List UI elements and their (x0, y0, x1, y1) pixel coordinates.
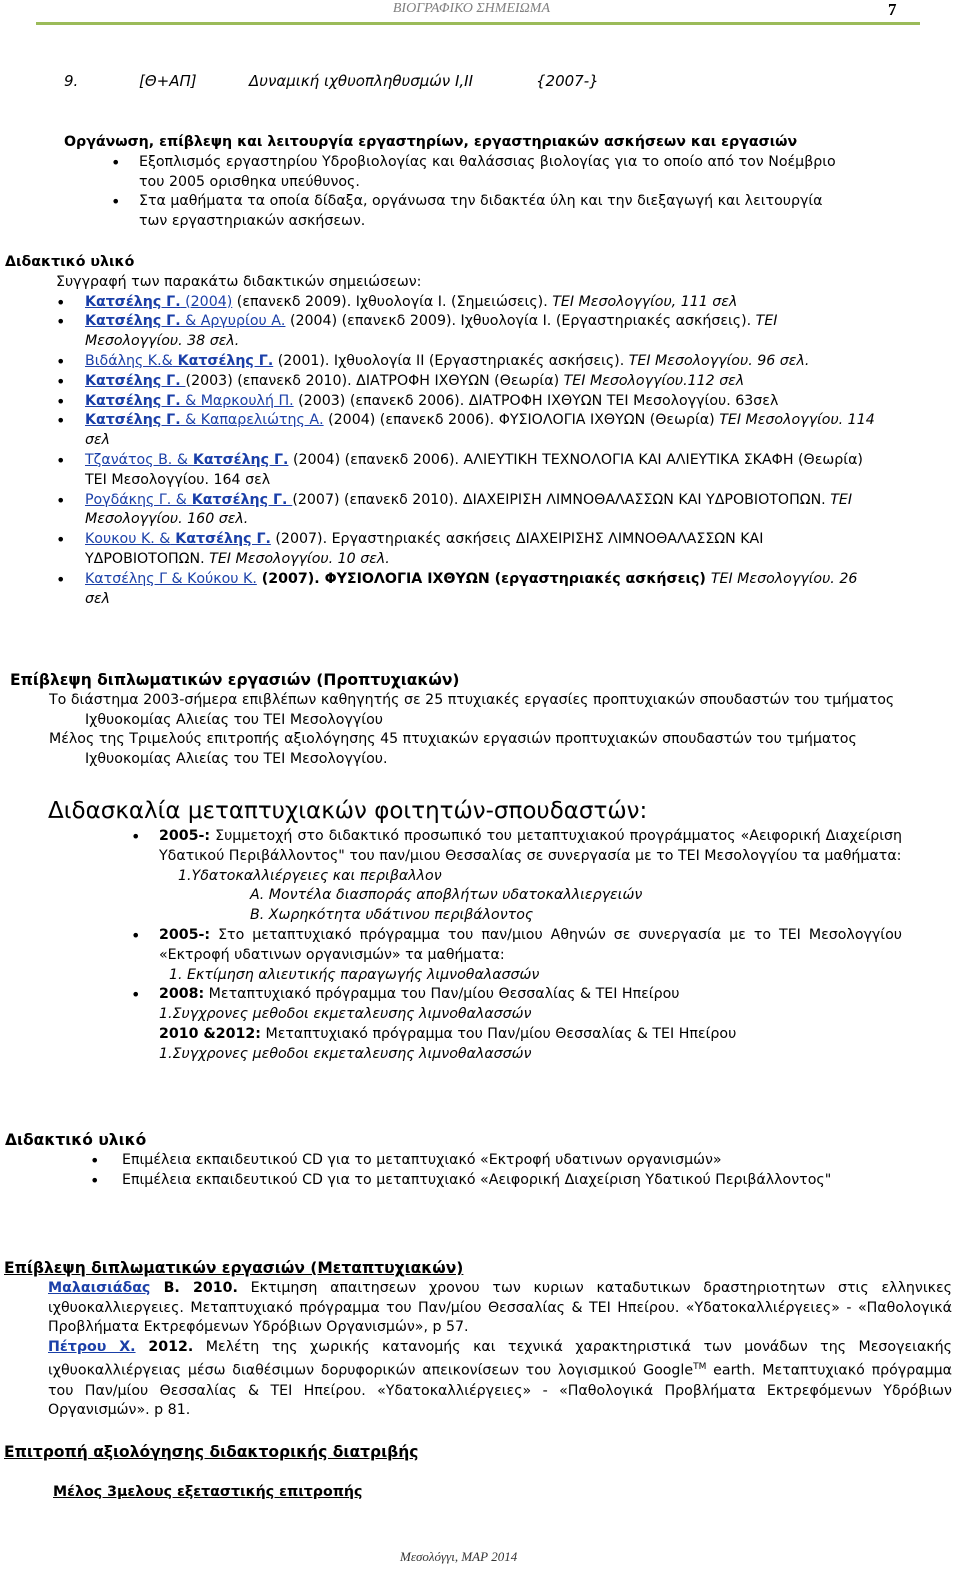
labs-heading: Οργάνωση, επίβλεψη και λειτουργία εργαστηρίων, εργαστηριακών ασκήσεων και εργασιών (64, 134, 798, 150)
author-link[interactable]: & Καπαρελιώτης Α. (180, 412, 324, 429)
author-link[interactable]: (2004) (180, 293, 233, 310)
author-link[interactable]: Κατσέλης Γ. (85, 372, 186, 389)
thesis-entry: Μαλαισιάδας Β. 2010. Εκτιμηση απαιτησεων χρονου των κυριων καταδυτικων δραστηριοτητων στις ελληνικες ιχθυοκαλλιεργειες. Μεταπτυχιακό πρόγραμμα του Παν/μίου Θεσσαλίας & ΤΕΙ Ηπείρου. «Υδατοκαλλιέργειες» - «Παθολογικά Προβλήματα Εκτρεφόμενων Υδρόβιων Οργανισμών», p 57. (48, 1279, 952, 1336)
page-footer: Μεσολόγγι, ΜΑΡ 2014 (400, 1549, 518, 1564)
author-link[interactable]: Πέτρου Χ. (48, 1339, 136, 1356)
author-link[interactable]: Κατσέλης Γ. (85, 412, 181, 429)
postgrad-list (0, 827, 960, 1065)
list-item: • Κουκου Κ. & Κατσέλης Γ. (2007). Εργαστηριακές ασκήσεις ΔΙΑΧΕΙΡΙΣΗΣ ΛΙΜΝΟΘΑΛΑΣΣΩΝ ΚΑΙ ΥΔΡΟΒΙΟΤΟΠΩΝ. ΤΕΙ Μεσολογγίου. 10 σελ. (0, 530, 960, 570)
author-link[interactable]: & Αργυρίου Α. (180, 313, 286, 330)
author-link[interactable]: Μαλαισιάδας (48, 1279, 151, 1296)
author-link[interactable]: Κατσέλης Γ. (170, 531, 271, 548)
list-item: • Επιμέλεια εκπαιδευτικού CD για το μεταπτυχιακό «Αειφορική Διαχείριση Υδατικού Περιβάλλοντος" (0, 1171, 960, 1191)
author-link[interactable]: Κατσέλης Γ & Κούκου Κ. (85, 570, 257, 587)
list-item: • Κατσέλης Γ. (2003) (επανεκδ 2010). ΔΙΑΤΡΟΦΗ ΙΧΘΥΩΝ (Θεωρία) ΤΕΙ Μεσολογγίου.112 σελ (0, 372, 960, 392)
list-item: • 2005-: Συμμετοχή στο διδακτικό προσωπικό του μεταπτυχιακού προγράμματος «Αειφορική Διαχείριση Υδατικού Περιβάλλοντος" του παν/μιου Θεσσαλίας σε συνεργασία με το ΤΕΙ Μεσολογγίου τα μαθήματα: 1.Υδατοκαλλιέργειες και περιβαλλον Α. Μοντέλα διασποράς αποβλήτων υδατοκαλλιεργειών Β. Χωρηκότητα υδάτινου περιβάλοντος (0, 827, 960, 926)
section-heading: Επίβλεψη διπλωματικών εργασιών (Μεταπτυχιακών) (4, 1259, 464, 1277)
course-title: Δυναμική ιχθυοπληθυσμών Ι,ΙΙ (249, 72, 473, 90)
list-item: • Κατσέλης Γ. (2004) (επανεκδ 2009). Ιχθυολογία Ι. (Σημειώσεις). ΤΕΙ Μεσολογγίου, 111 σελ (0, 293, 960, 313)
section-heading: Επίβλεψη διπλωματικών εργασιών (Προπτυχιακών) (10, 671, 460, 689)
paragraph: Μέλος της Τριμελούς επιτροπής αξιολόγησης 45 πτυχιακών εργασιών προπτυχιακών σπουδαστών του τμήματος Ιχθυοκομίας Αλιείας του ΤΕΙ Μεσολογγίου. (49, 731, 857, 768)
section-intro: Συγγραφή των παρακάτω διδακτικών σημειώσεων: (56, 273, 422, 290)
author-link[interactable]: Κατσέλης Γ. (186, 491, 293, 508)
labs-list (0, 153, 960, 232)
author-link[interactable]: Τζανάτος Β. & (85, 451, 188, 468)
header-title: ΒΙΟΓΡΑΦΙΚΟ ΣΗΜΕΙΩΜΑ (392, 1, 550, 16)
author-link[interactable]: & Μαρκουλή Π. (180, 392, 294, 409)
committee-section (0, 1443, 960, 1503)
labs-section (0, 133, 960, 232)
paragraph: Το διάστημα 2003-σήμερα επιβλέπων καθηγητής σε 25 πτυχιακές εργασίες προπτυχιακών σπουδαστών του τμήματος Ιχθυοκομίας Αλιείας του ΤΕΙ Μεσολογγίου (49, 691, 895, 728)
header-rule (36, 22, 920, 25)
course-number: 9. (64, 72, 79, 90)
postgrad-teaching-section (0, 797, 960, 1065)
course-code: [Θ+ΑΠ] (139, 72, 197, 90)
list-item: • 2005-: Στο μεταπτυχιακό πρόγραμμα του παν/μιου Αθηνών σε συνεργασία με το ΤΕΙ Μεσολογγίου «Εκτροφή υδατινων οργανισμών» τα μαθήματα: 1. Εκτίμηση αλιευτικής παραγωγής λιμνοθαλασσών (0, 926, 960, 985)
undergrad-supervision-section (0, 671, 960, 770)
section-heading: Διδακτικό υλικό (5, 254, 135, 270)
list-item: • Κατσέλης Γ. & Αργυρίου Α. (2004) (επανεκδ 2009). Ιχθυολογία Ι. (Εργαστηριακές ασκήσεις). ΤΕΙ Μεσολογγίου. 38 σελ. (0, 312, 960, 352)
list-item: • Τζανάτος Β. & Κατσέλης Γ. (2004) (επανεκδ 2006). ΑΛΙΕΥΤΙΚΗ ΤΕΧΝΟΛΟΓΙΑ ΚΑΙ ΑΛΙΕΥΤΙΚΑ ΣΚΑΦΗ (Θεωρία) ΤΕΙ Μεσολογγίου. 164 σελ (0, 451, 960, 491)
cd-list (0, 1151, 960, 1191)
thesis-entry: Πέτρου Χ. 2012. Μελέτη της χωρικής κατανομής και τεχνικά χαρακτηριστικά των μονάδων της Μεσογειακής ιχθυοκαλλιέργειας μέσω διαθέσιμων δορυφορικών απεικονίσεων του λογισμικού Google™ earth. Μεταπτυχιακό πρόγραμμα του Παν/μίου Θεσσαλίας & ΤΕΙ Ηπείρου. «Υδατοκαλλιέργειες» - «Παθολογικά Προβλήματα Εκτρεφόμενων Υδρόβιων Οργανισμών». p 81. (48, 1339, 952, 1419)
teaching-material-cd-section (0, 1131, 960, 1190)
list-item: • Κατσέλης Γ & Κούκου Κ. (2007). ΦΥΣΙΟΛΟΓΙΑ ΙΧΘΥΩΝ (εργαστηριακές ασκήσεις) ΤΕΙ Μεσολογγίου. 26 σελ (0, 570, 960, 610)
teaching-material-section (0, 253, 960, 609)
section-heading: Διδασκαλία μεταπτυχιακών φοιτητών-σπουδαστών: (48, 798, 648, 824)
list-item: • 2008: Μεταπτυχιακό πρόγραμμα του Παν/μίου Θεσσαλίας & ΤΕΙ Ηπείρου 1.Συγχρονες μεθοδοι εκμεταλευσης λιμνοθαλασσών 2010 &2012: Μεταπτυχιακό πρόγραμμα του Παν/μίου Θεσσαλίας & ΤΕΙ Ηπείρου 1.Συγχρονες μεθοδοι εκμεταλευσης λιμνοθαλασσών (0, 985, 960, 1064)
notes-list (0, 293, 960, 610)
list-item: • Στα μαθήματα τα οποία δίδαξα, οργάνωσα την διδακτέα ύλη και την διεξαγωγή και λειτουργία των εργαστηριακών ασκήσεων. (0, 192, 960, 232)
section-heading: Επιτροπή αξιολόγησης διδακτορικής διατριβής (4, 1443, 419, 1461)
list-item: • Κατσέλης Γ. & Καπαρελιώτης Α. (2004) (επανεκδ 2006). ΦΥΣΙΟΛΟΓΙΑ ΙΧΘΥΩΝ (Θεωρία) ΤΕΙ Μεσολογγίου. 114 σελ (0, 411, 960, 451)
list-item: • Βιδάλης Κ.& Κατσέλης Γ. (2001). Ιχθυολογία ΙΙ (Εργαστηριακές ασκήσεις). ΤΕΙ Μεσολογγίου. 96 σελ. (0, 352, 960, 372)
author-link[interactable]: Κουκου Κ. & (85, 531, 171, 548)
author-link[interactable]: Κατσέλης Γ. (85, 293, 181, 310)
author-link[interactable]: Κατσέλης Γ. (85, 392, 181, 409)
author-link[interactable]: Κατσέλης Γ. (172, 352, 274, 369)
page-number: 7 (888, 0, 897, 19)
author-link[interactable]: Βιδάλης Κ.& (85, 352, 173, 369)
postgrad-supervision-section (0, 1259, 960, 1421)
list-item: • Κατσέλης Γ. & Μαρκουλή Π. (2003) (επανεκδ 2006). ΔΙΑΤΡΟΦΗ ΙΧΘΥΩΝ ΤΕΙ Μεσολογγίου. 63σελ (0, 392, 960, 412)
author-link[interactable]: Κατσέλης Γ. (85, 313, 181, 330)
list-item: • Εξοπλισμός εργαστηρίου Υδροβιολογίας και θαλάσσιας βιολογίας για το οποίο από τον Νοέμβριο του 2005 ορισθηκα υπεύθυνος. (0, 153, 960, 193)
committee-member: Μέλος 3μελους εξεταστικής επιτροπής (53, 1483, 363, 1500)
list-item: • Ρογδάκης Γ. & Κατσέλης Γ. (2007) (επανεκδ 2010). ΔΙΑΧΕΙΡΙΣΗ ΛΙΜΝΟΘΑΛΑΣΣΩΝ ΚΑΙ ΥΔΡΟΒΙΟΤΟΠΩΝ. ΤΕΙ Μεσολογγίου. 160 σελ. (0, 491, 960, 531)
course-period: {2007-} (536, 72, 599, 90)
list-item: • Επιμέλεια εκπαιδευτικού CD για το μεταπτυχιακό «Εκτροφή υδατινων οργανισμών» (0, 1151, 960, 1171)
page-header (0, 0, 960, 28)
author-link[interactable]: Ρογδάκης Γ. & (85, 491, 187, 508)
section-heading: Διδακτικό υλικό (5, 1131, 147, 1149)
author-link[interactable]: Κατσέλης Γ. (187, 451, 289, 468)
